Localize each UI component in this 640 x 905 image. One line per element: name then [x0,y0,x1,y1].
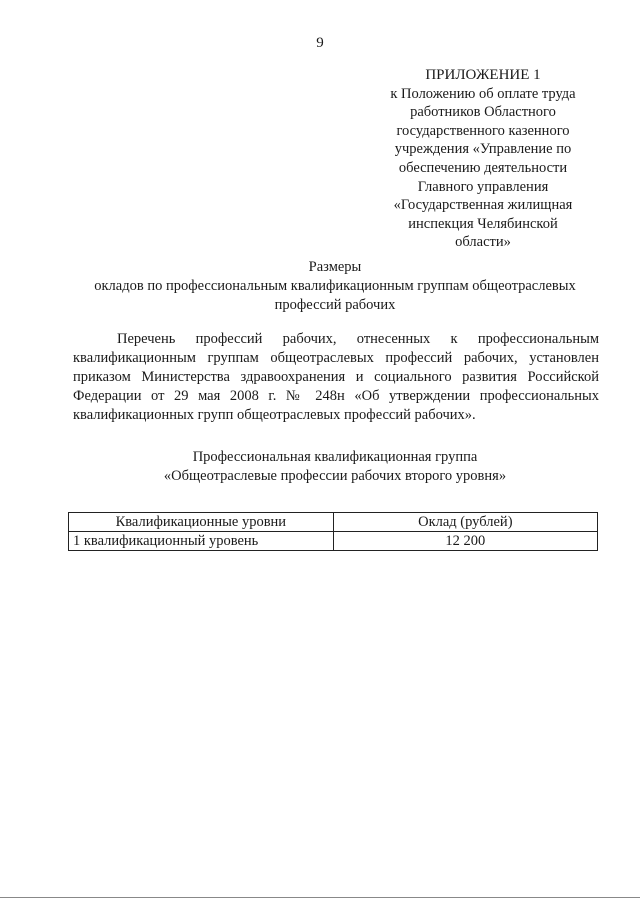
title-line: профессий рабочих [274,297,396,313]
group-heading-line: «Общеотраслевые профессии рабочих второго уровня» [163,468,507,484]
appendix-heading: ПРИЛОЖЕНИЕ 1 [425,67,541,83]
appendix-line: обеспечению деятельности [398,159,568,176]
column-header-salary: Оклад (рублей) [333,513,597,532]
table-cell-level: 1 квалификационный уровень [69,532,334,551]
group-heading-line: Профессиональная квалификационная группа [192,449,478,465]
appendix-block [368,66,598,252]
appendix-line: «Государственная жилищная [393,197,573,214]
appendix-line: области» [455,234,511,251]
appendix-line: инспекция Челябинской [408,215,558,232]
group-heading [60,448,610,486]
appendix-line: к Положению об оплате труда [390,85,576,102]
page-number: 9 [316,35,324,51]
appendix-line: работников Областного [410,104,556,121]
document-title [60,258,610,315]
appendix-line: учреждения «Управление по [394,141,572,158]
salary-table [68,512,598,551]
page-bottom-rule [0,897,640,898]
title-line: окладов по профессиональным квалификационным группам общеотраслевых [94,278,576,294]
intro-paragraph: Перечень профессий рабочих, отнесенных к профессиональным квалификационным группам общеотраслевых профессий рабочих, установлен приказом Министерства здравоохранения и социального развития Российской Федерации от 29 мая 2008 г. № 248н «Об утверждении профессиональных квалификационных групп общеотраслевых профессий рабочих». [73,331,599,423]
column-header-levels: Квалификационные уровни [69,513,334,532]
table-row [69,532,598,551]
table-cell-salary: 12 200 [333,532,597,551]
appendix-line: Главного управления [417,178,549,195]
table-header-row [69,513,598,532]
appendix-line: государственного казенного [396,122,570,139]
title-line: Размеры [308,259,362,275]
